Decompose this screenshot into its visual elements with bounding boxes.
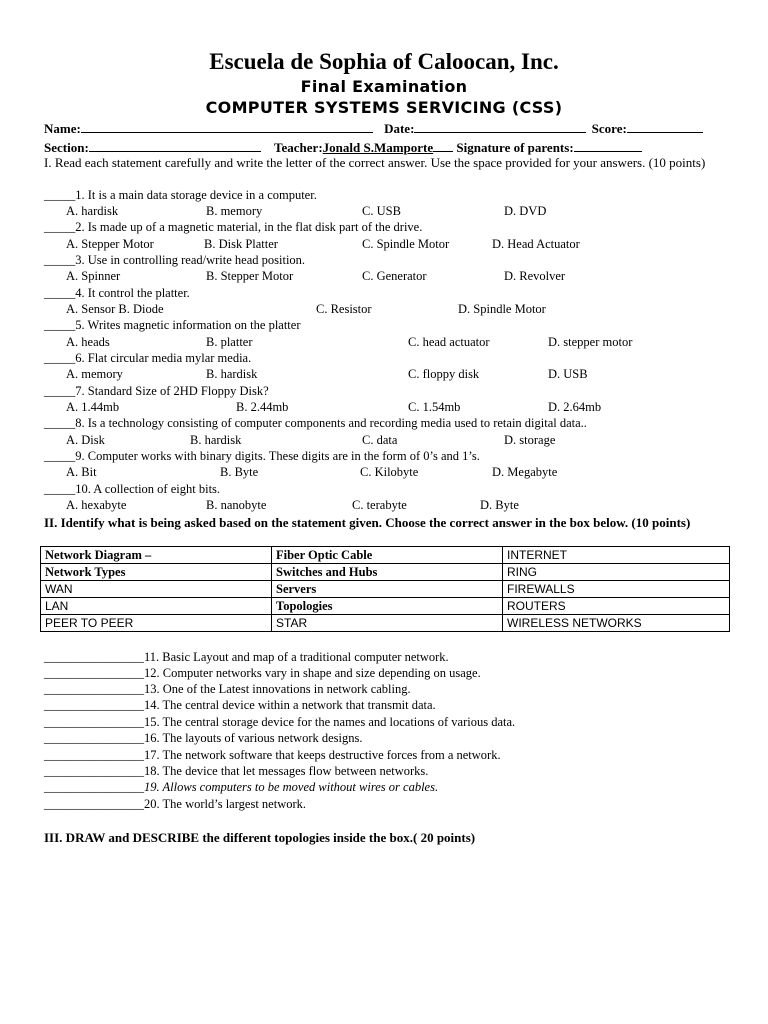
question-3: _____3. Use in controlling read/write head position. [44,253,306,267]
option: B. hardisk [190,433,242,447]
signature-label: Signature of parents: [456,140,574,155]
option: A. hardisk [66,204,119,218]
item-17: ________________17. The network software that keeps destructive forces from a network. [44,748,501,762]
option: B. Byte [220,465,259,479]
table-row [41,615,730,632]
table-cell: WAN [41,581,272,598]
section-label: Section: [44,140,89,155]
option: C. Generator [362,269,427,283]
option: B. memory [206,204,263,218]
option: C. USB [362,204,401,218]
option: C. Kilobyte [360,465,419,479]
name-date-score-row [44,120,703,137]
option: D. 2.64mb [548,400,602,414]
option: A. hexabyte [66,498,127,512]
option: D. Spindle Motor [458,302,546,316]
table-cell: INTERNET [503,547,730,564]
option: A. memory [66,367,123,381]
table-cell: Switches and Hubs [272,564,503,581]
item-14: ________________14. The central device within a network that transmit data. [44,698,436,712]
table-cell: STAR [272,615,503,632]
part2-instruction: II. Identify what is being asked based on the statement given. Choose the correct answer in the box below. (10 points) [44,515,691,530]
question-7: _____7. Standard Size of 2HD Floppy Disk? [44,384,269,398]
score-field[interactable] [627,120,703,133]
item-15: ________________15. The central storage device for the names and locations of various data. [44,715,516,729]
option: D. DVD [504,204,547,218]
option: B. platter [206,335,253,349]
option: A. Disk [66,433,105,447]
table-cell: ROUTERS [503,598,730,615]
item-13: ________________13. One of the Latest innovations in network cabling. [44,682,411,696]
question-4: _____4. It control the platter. [44,286,190,300]
option: D. stepper motor [548,335,633,349]
option: C. terabyte [352,498,407,512]
item-12: ________________12. Computer networks vary in shape and size depending on usage. [44,666,481,680]
teacher-line [433,139,453,152]
option: C. floppy disk [408,367,480,381]
option: A. Bit [66,465,97,479]
option: C. Resistor [316,302,372,316]
teacher-label: Teacher: [274,140,323,155]
option: D. Megabyte [492,465,558,479]
signature-field[interactable] [574,139,642,152]
teacher-name: Jonald S.Mamporte [322,140,434,155]
question-1: _____1. It is a main data storage device in a computer. [44,188,317,202]
part3-instruction: III. DRAW and DESCRIBE the different topologies inside the box.( 20 points) [44,830,476,845]
item-20: ________________20. The world’s largest network. [44,797,307,811]
table-row [41,598,730,615]
section-teacher-row [44,139,642,156]
question-9: _____9. Computer works with binary digits. These digits are in the form of 0’s and 1’s. [44,449,480,463]
subject-title: COMPUTER SYSTEMS SERVICING (CSS) [205,98,563,117]
question-6: _____6. Flat circular media mylar media. [44,351,252,365]
option: A. Stepper Motor [66,237,154,251]
score-label: Score: [591,121,627,136]
option: A. Sensor B. Diode [66,302,164,316]
item-16: ________________16. The layouts of various network designs. [44,731,363,745]
table-cell: Network Diagram – [41,547,272,564]
option: D. storage [504,433,556,447]
table-cell: Network Types [41,564,272,581]
option: B. Stepper Motor [206,269,294,283]
option: B. hardisk [206,367,258,381]
question-2: _____2. Is made up of a magnetic material, in the flat disk part of the drive. [44,220,423,234]
option: C. Spindle Motor [362,237,450,251]
option: A. 1.44mb [66,400,120,414]
question-5: _____5. Writes magnetic information on the platter [44,318,301,332]
item-18: ________________18. The device that let messages flow between networks. [44,764,429,778]
question-10: _____10. A collection of eight bits. [44,482,221,496]
option: D. USB [548,367,588,381]
part1-instruction: I. Read each statement carefully and write the letter of the correct answer. Use the space provided for your answers. (10 points) [44,155,706,170]
item-19: ________________19. Allows computers to be moved without wires or cables. [44,780,439,794]
table-cell: LAN [41,598,272,615]
table-cell: RING [503,564,730,581]
option: D. Revolver [504,269,566,283]
option: A. Spinner [66,269,121,283]
table-cell: Servers [272,581,503,598]
table-row [41,564,730,581]
school-name: Escuela de Sophia of Caloocan, Inc. [209,49,559,74]
option: B. nanobyte [206,498,267,512]
answer-box-table [40,546,730,632]
option: B. 2.44mb [236,400,289,414]
question-8: _____8. Is a technology consisting of computer components and recording media used to retain digital data.. [44,416,587,430]
table-cell: Topologies [272,598,503,615]
option: D. Byte [480,498,519,512]
date-field[interactable] [414,120,586,133]
option: A. heads [66,335,110,349]
name-field[interactable] [81,120,373,133]
section-field[interactable] [89,139,261,152]
table-row [41,581,730,598]
item-11: ________________11. Basic Layout and map of a traditional computer network. [44,650,449,664]
option: D. Head Actuator [492,237,580,251]
option: B. Disk Platter [204,237,278,251]
option: C. 1.54mb [408,400,461,414]
option: C. head actuator [408,335,490,349]
date-label: Date: [384,121,415,136]
table-row [41,547,730,564]
name-label: Name: [44,121,81,136]
table-cell: WIRELESS NETWORKS [503,615,730,632]
table-cell: FIREWALLS [503,581,730,598]
table-cell: PEER TO PEER [41,615,272,632]
exam-title: Final Examination [300,77,468,96]
option: C. data [362,433,398,447]
table-cell: Fiber Optic Cable [272,547,503,564]
